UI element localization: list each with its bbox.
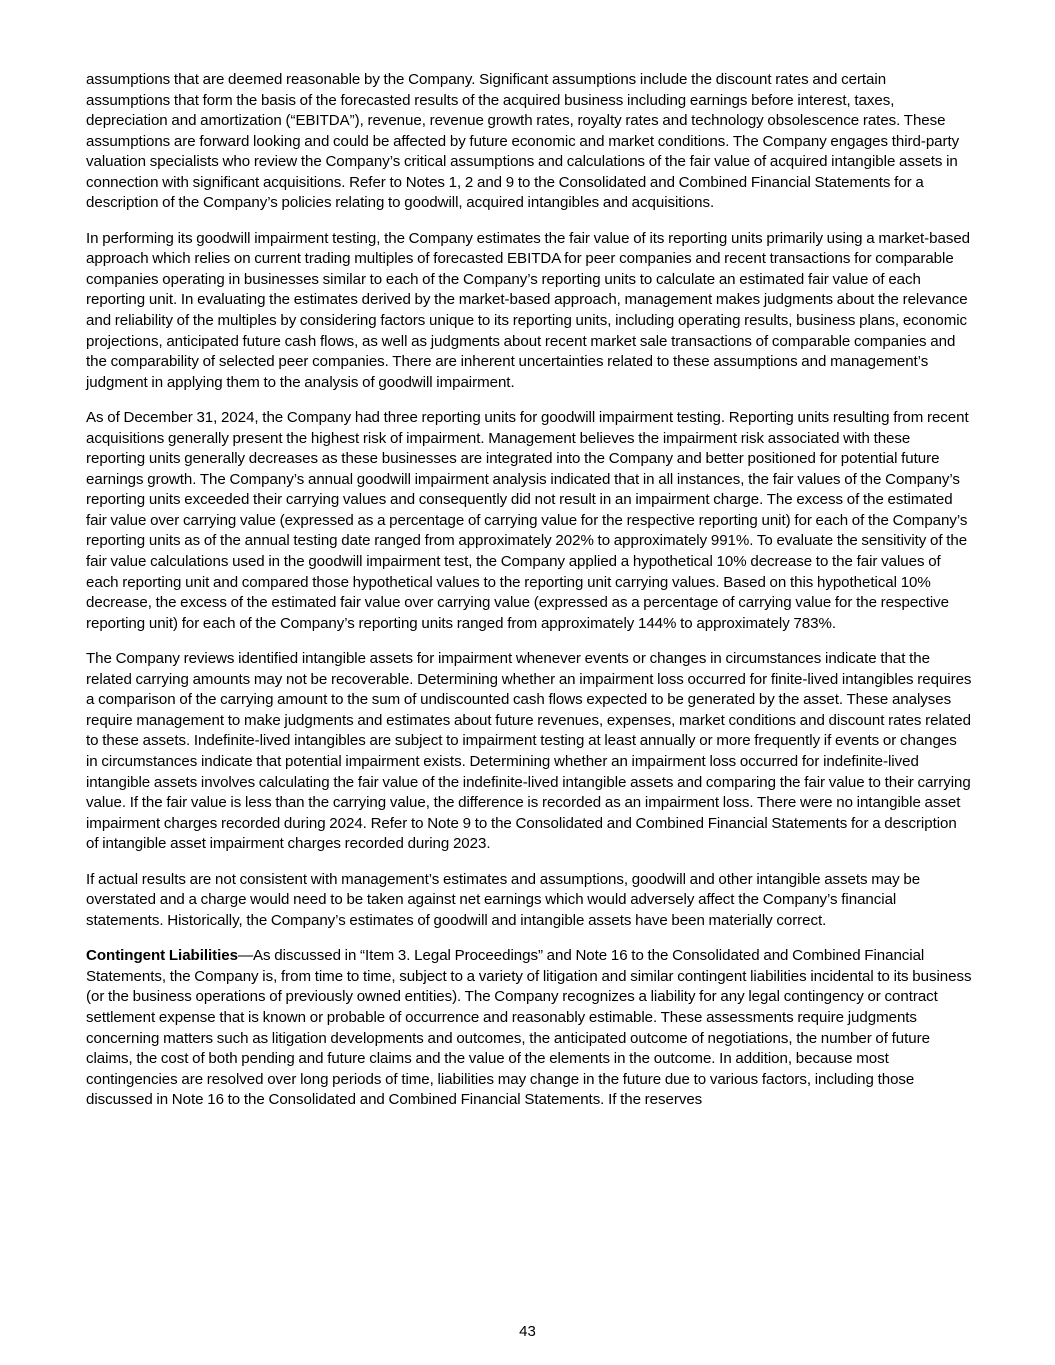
paragraph-goodwill-testing: In performing its goodwill impairment testing, the Company estimates the fair value of its reporting units primarily using a market-based approach which relies on current trading multiples of forecasted EBITDA for peer companies and recent transactions for comparable companies operating in businesses similar to each of the Company’s reporting units to calculate an estimated fair value of each reporting unit. In evaluating the estimates derived by the market-based approach, management makes judgments about the relevance and reliability of the multiples by considering factors unique to its reporting units, including operating results, business plans, economic projections, anticipated future cash flows, as well as judgments about recent market sale transactions of comparable companies and the comparability of selected peer companies. There are inherent uncertainties related to these assumptions and management’s judgment in applying them to the analysis of goodwill impairment. — [86, 229, 971, 391]
contingent-liabilities-heading: Contingent Liabilities — [86, 947, 238, 965]
paragraph-contingent-liabilities — [86, 946, 972, 1110]
page-number: 43 — [519, 1323, 536, 1340]
paragraph-acquisition-assumptions: assumptions that are deemed reasonable by the Company. Significant assumptions include the discount rates and certain assumptions that form the basis of the forecasted results of the acquired business including earnings before interest, taxes, depreciation and amortization (“EBITDA”), revenue, revenue growth rates, royalty rates and technology obsolescence rates. These assumptions are forward looking and could be affected by future economic and market conditions. The Company engages third-party valuation specialists who review the Company’s critical assumptions and calculations of the fair value of acquired intangible assets in connection with significant acquisitions. Refer to Notes 1, 2 and 9 to the Consolidated and Combined Financial Statements for a description of the Company’s policies relating to goodwill, acquired intangibles and acquisitions. — [86, 71, 960, 212]
paragraph-actual-results: If actual results are not consistent with management’s estimates and assumptions, goodwill and other intangible assets may be overstated and a charge would need to be taken against net earnings which would adversely affect the Company’s financial statements. Historically, the Company’s estimates of goodwill and intangible assets have been materially correct. — [86, 870, 921, 929]
document-body — [86, 70, 972, 1126]
paragraph-intangible-impairment: The Company reviews identified intangible assets for impairment whenever events or changes in circumstances indicate that the related carrying amounts may not be recoverable. Determining whether an impairment loss occurred for finite-lived intangibles requires a comparison of the carrying amount to the sum of undiscounted cash flows expected to be generated by the asset. These analyses require management to make judgments and estimates about future revenues, expenses, market conditions and discount rates related to these assets. Indefinite-lived intangibles are subject to impairment testing at least annually or more frequently if events or changes in circumstances indicate that potential impairment exists. Determining whether an impairment loss occurred for indefinite-lived intangible assets involves calculating the fair value of the indefinite-lived intangible assets and comparing the fair value to their carrying value. If the fair value is less than the carrying value, the difference is recorded as an impairment loss. There were no intangible asset impairment charges recorded during 2024. Refer to Note 9 to the Consolidated and Combined Financial Statements for a description of intangible asset impairment charges recorded during 2023. — [86, 650, 972, 853]
contingent-liabilities-text: —As discussed in “Item 3. Legal Proceedings” and Note 16 to the Consolidated and Combined Financial Statements, the Company is, from time to time, subject to a variety of litigation and similar contingent liabilities incidental to its business (or the business operations of previously owned entities). The Company recognizes a liability for any legal contingency or contract settlement expense that is known or probable of occurrence and reasonably estimable. These assessments require judgments concerning matters such as litigation developments and outcomes, the anticipated outcome of negotiations, the number of future claims, the cost of both pending and future claims and the value of the elements in the outcome. In addition, because most contingencies are resolved over long periods of time, liabilities may change in the future due to various factors, including those discussed in Note 16 to the Consolidated and Combined Financial Statements. If the reserves — [86, 947, 972, 1109]
paragraph-reporting-units: As of December 31, 2024, the Company had three reporting units for goodwill impairment testing. Reporting units resulting from recent acquisitions generally present the highest risk of impairment. Management believes the impairment risk associated with these reporting units generally decreases as these businesses are integrated into the Company and better positioned for potential future earnings growth. The Company’s annual goodwill impairment analysis indicated that in all instances, the fair values of the Company’s reporting units exceeded their carrying values and consequently did not result in an impairment charge. The excess of the estimated fair value over carrying value (expressed as a percentage of carrying value for the respective reporting unit) for each of the Company’s reporting units as of the annual testing date ranged from approximately 202% to approximately 991%. To evaluate the sensitivity of the fair value calculations used in the goodwill impairment test, the Company applied a hypothetical 10% decrease to the fair values of each reporting unit and compared those hypothetical values to the reporting unit carrying values. Based on this hypothetical 10% decrease, the excess of the estimated fair value over carrying value (expressed as a percentage of carrying value for the respective reporting unit) for each of the Company’s reporting units ranged from approximately 144% to approximately 783%. — [86, 409, 969, 632]
